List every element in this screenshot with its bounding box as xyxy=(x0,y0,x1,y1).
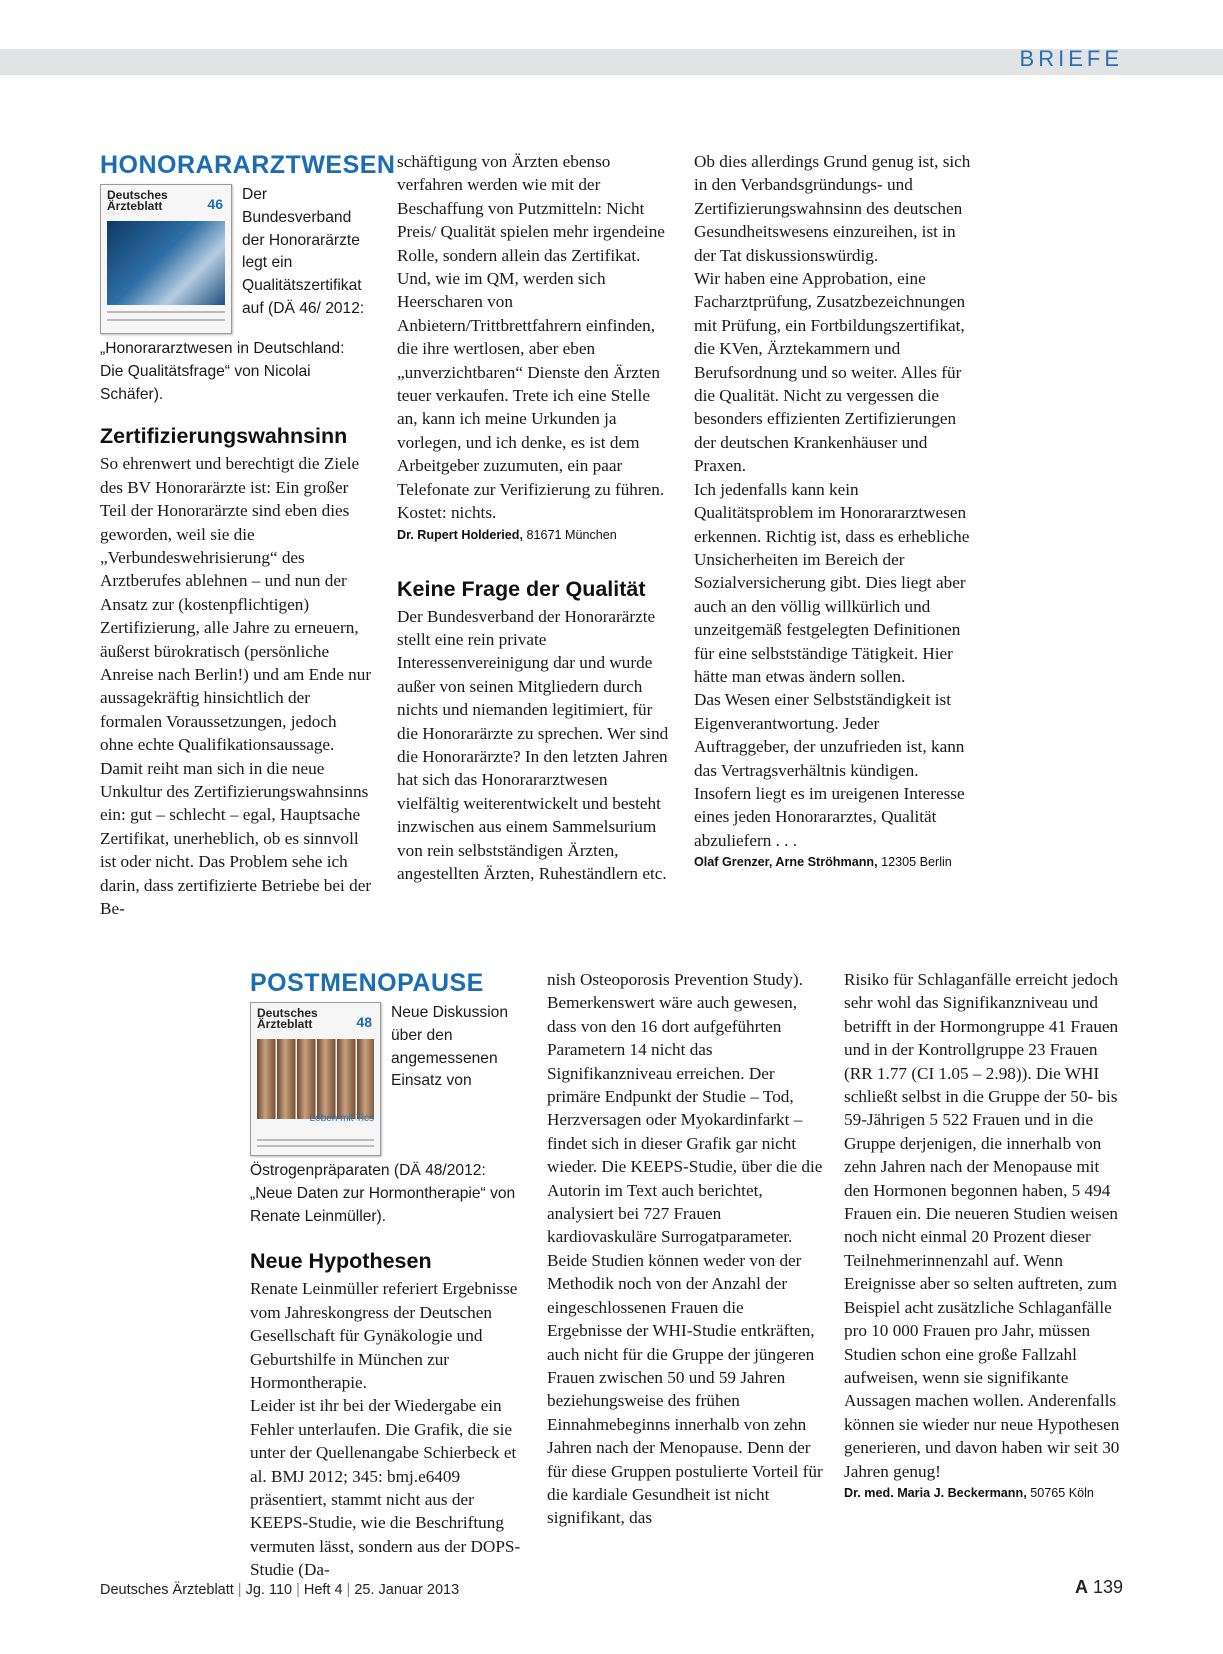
letter2-paragraph-1: Ob dies allerdings Grund genug ist, sich in den Verbandsgründungs- und Zertifizierungswahnsinn des deutschen Gesundheitswesens einzureihen, ist in der Tat diskussionswürdig. xyxy=(694,152,971,265)
footer-issue: Heft 4 xyxy=(303,1582,343,1598)
signature-place: 81671 München xyxy=(526,527,617,542)
cover-text-line xyxy=(107,319,225,321)
letter2-signature xyxy=(694,852,972,872)
article1-column-1 xyxy=(100,150,396,921)
cover-thumbnail-46 xyxy=(100,184,232,334)
article2-paragraph-4: Beide Studien können weder von der Methodik noch von der Anzahl der eingeschlossenen Frauen die Ergebnisse der WHI-Studie entkräften, auch nicht für die Gruppe der jüngeren Frauen zwischen 50 und 59 Jahren beziehungsweise des frühen Einnahmebeginns innerhalb von zehn Jahren nach der Menopause. Denn der für diese Gruppen postulierte Vorteil für die kardiale Gesundheit ist nicht signifikant, das xyxy=(547,1250,823,1528)
cover-issue-number: 48 xyxy=(356,1014,372,1030)
signature-name: Dr. Rupert Holderied, xyxy=(397,527,523,542)
page-number xyxy=(1075,1577,1123,1598)
article1-kicker: HONORARARZTWESEN xyxy=(100,151,396,179)
footer-citation: Deutsches Ärzteblatt | Jg. 110 | Heft 4 | 25. Januar 2013 xyxy=(100,1582,460,1598)
article2-heading: Neue Hypothesen xyxy=(250,1249,432,1274)
letter1-text-col1: So ehrenwert und berechtigt die Ziele des BV Honorarärzte ist: Ein großer Teil der Honorarärzte sind eben dies geworden, weil sie die „Verbundeswehrisierung“ des Arztberufes ablehnen – und nun der Ansatz zur (kostenpflichtigen) Zertifizierung, alle Jahre zu erneuern, äußerst bürokratisch (persönliche Anreise nach Berlin!) und am Ende nur aussagekräftig hinsichtlich der formalen Voraussetzungen, jedoch ohne echte Qualifikationsaussage. Damit reiht man sich in die neue Unkultur des Zertifizierungswahnsinns ein: gut – schlecht – egal, Hauptsache Zertifikat, unerheblich, ob es sinnvoll ist oder nicht. Das Problem sehe ich darin, dass zertifizierte Betriebe bei der Be- xyxy=(100,454,372,919)
article2-intro-block xyxy=(250,1002,526,1228)
letter2-paragraph-3: Ich jedenfalls kann kein Qualitätsproblem im Honorararztwesen erkennen. Richtig ist, dass es erhebliche Unsicherheiten im Bereich der Sozialversicherung gibt. Dies liegt aber auch an den völlig willkürlich und unzeitgemäß festgelegten Definitionen für eine selbstständige Tätigkeit. Hier hätte man etwas ändern sollen. xyxy=(694,479,970,686)
footer-journal: Deutsches Ärzteblatt xyxy=(100,1582,234,1598)
article2-column-3 xyxy=(844,968,1126,1503)
cover-tagline: Leben mit Tics xyxy=(309,1113,374,1125)
article2-column-1 xyxy=(250,968,526,1582)
article1-column-3 xyxy=(694,150,972,872)
article1-intro-text: Der Bundesverband der Honorarärzte legt ein Qualitätszertifikat auf (DÄ 46/ 2012: „Honorararztwesen in Deutschland: Die Qualitätsfrage“ von Nicolai Schäfer). xyxy=(100,186,365,403)
article1-intro-block xyxy=(100,184,372,406)
page-number-value: 139 xyxy=(1092,1577,1123,1597)
cover-masthead: Deutsches Ärzteblatt xyxy=(107,188,168,213)
article2-paragraph-1: Renate Leinmüller referiert Ergebnisse vom Jahreskongress der Deutschen Gesellschaft für Gynäkologie und Geburtshilfe in München zur Hormontherapie. xyxy=(250,1279,518,1393)
cover-issue-number: 46 xyxy=(207,196,223,212)
cover-text-line xyxy=(257,1145,374,1147)
article2-kicker: POSTMENOPAUSE xyxy=(250,969,484,997)
footer-volume: Jg. 110 xyxy=(245,1582,293,1598)
cover-image xyxy=(107,221,225,305)
cover-text-line xyxy=(107,311,225,313)
letter2-text-col2: Der Bundesverband der Honorarärzte stellt eine rein private Interessenvereinigung dar und wurde außer von seinen Mitgliedern durch nichts und niemanden legitimiert, für die Honorarärzte zu sprechen. Wer sind die Honorarärzte? In den letzten Jahren hat sich das Honorararztwesen vielfältig weiterentwickelt und besteht inzwischen aus einem Sammelsurium von rein selbstständigen Ärzten, angestellten Ärzten, Ruheständlern etc. xyxy=(397,606,669,883)
letter2-heading: Keine Frage der Qualität xyxy=(397,576,646,601)
cover-thumbnail-48 xyxy=(250,1002,381,1156)
signature-place: 50765 Köln xyxy=(1030,1485,1094,1500)
article2-column-2 xyxy=(547,968,823,1530)
article2-paragraph-2: Leider ist ihr bei der Wiedergabe ein Fehler unterlaufen. Die Grafik, die sie unter der Quellenangabe Schierbeck et al. BMJ 2012; 345: bmj.e6409 präsentiert, stammt nicht aus der KEEPS-Studie, wie die Beschriftung vermuten lässt, sondern aus der DOPS-Studie (Da- xyxy=(250,1396,521,1580)
cover-text-line xyxy=(257,1139,374,1141)
article2-paragraph-3: nish Osteoporosis Prevention Study). Bemerkenswert wäre auch gewesen, dass von den 16 dort aufgeführten Parametern 14 nicht das Signifikanzniveau erreichen. Der primäre Endpunkt der Studie – Tod, Herzversagen oder Myokardinfarkt – findet sich in dieser Grafik gar nicht wieder. Die KEEPS-Studie, über die die Autorin im Text auch berichtet, analysiert bei 727 Frauen kardiovaskuläre Surrogatparameter. xyxy=(547,970,823,1247)
article1-column-2 xyxy=(397,150,671,885)
letter2-paragraph-2: Wir haben eine Approbation, eine Facharztprüfung, Zusatzbezeichnungen mit Prüfung, ein Fortbildungszertifikat, die KVen, Ärztekammern und Berufsordnung und so weiter. Alles für die Qualität. Nicht zu vergessen die besonders effizienten Zertifizierungen der deutschen Krankenhäuser und Praxen. xyxy=(694,269,966,476)
article2-signature xyxy=(844,1483,1126,1503)
page-prefix: A xyxy=(1074,1577,1088,1597)
signature-name: Olaf Grenzer, Arne Ströhmann, xyxy=(694,855,878,870)
cover-masthead: Deutsches Ärzteblatt xyxy=(257,1006,318,1031)
letter1-signature xyxy=(397,525,671,545)
article2-intro-text: Neue Diskussion über den angemessenen Einsatz von Östrogenpräparaten (DÄ 48/2012: „Neue Daten zur Hormontherapie“ von Renate Leinmüller). xyxy=(250,1004,516,1225)
letter1-heading: Zertifizierungswahnsinn xyxy=(100,424,348,449)
footer-date: 25. Januar 2013 xyxy=(354,1582,460,1598)
section-label: BRIEFE xyxy=(1019,46,1123,71)
letter1-text-col2: schäftigung von Ärzten ebenso verfahren werden wie mit der Beschaffung von Putzmitteln: Nicht Preis/ Qualität spielen mehr irgendeine Rolle, sondern allein das Zertifikat. Und, wie im QM, werden sich Heerscharen von Anbietern/Trittbrettfahrern einfinden, die ihre wertlosen, aber eben „unverzichtbaren“ Dienste den Ärzten teuer verkaufen. Trete ich eine Stelle an, kann ich meine Urkunden ja vorlegen, und ich denke, es ist dem Arbeitgeber zuzumuten, ein paar Telefonate zur Verifizierung zu führen. Kostet: nichts. xyxy=(397,152,665,523)
signature-place: 12305 Berlin xyxy=(881,855,952,870)
letter2-paragraph-4: Das Wesen einer Selbstständigkeit ist Eigenverantwortung. Jeder Auftraggeber, der unzufrieden ist, kann das Vertragsverhältnis kündigen. Insofern liegt es im ureigenen Interesse eines jeden Honorararztes, Qualität abzuliefern . . . xyxy=(694,690,965,850)
article2-paragraph-5: Risiko für Schlaganfälle erreicht jedoch sehr wohl das Signifikanzniveau und betrifft in der Hormongruppe 41 Frauen und in der Kontrollgruppe 23 Frauen (RR 1.77 (CI 1.05 – 2.98)). Die WHI schließt selbst in die Gruppe der 50- bis 59-Jährigen 5 522 Frauen und in die Gruppe derjenigen, die innerhalb von zehn Jahren nach der Menopause mit den Hormonen begonnen haben, 5 494 Frauen ein. Die neueren Studien weisen noch nicht einmal 20 Prozent dieser Teilnehmerinnenzahl auf. Wenn Ereignisse aber so selten auftreten, zum Beispiel acht zusätzliche Schlaganfälle pro 10 000 Frauen pro Jahr, müssen Studien schon eine große Fallzahl aufweisen, wenn sie signifikante Aussagen machen wollen. Anderenfalls können sie wieder nur neue Hypothesen generieren, und davon haben wir seit 30 Jahren genug! xyxy=(844,970,1120,1481)
signature-name: Dr. med. Maria J. Beckermann, xyxy=(844,1485,1027,1500)
cover-image xyxy=(257,1039,374,1119)
